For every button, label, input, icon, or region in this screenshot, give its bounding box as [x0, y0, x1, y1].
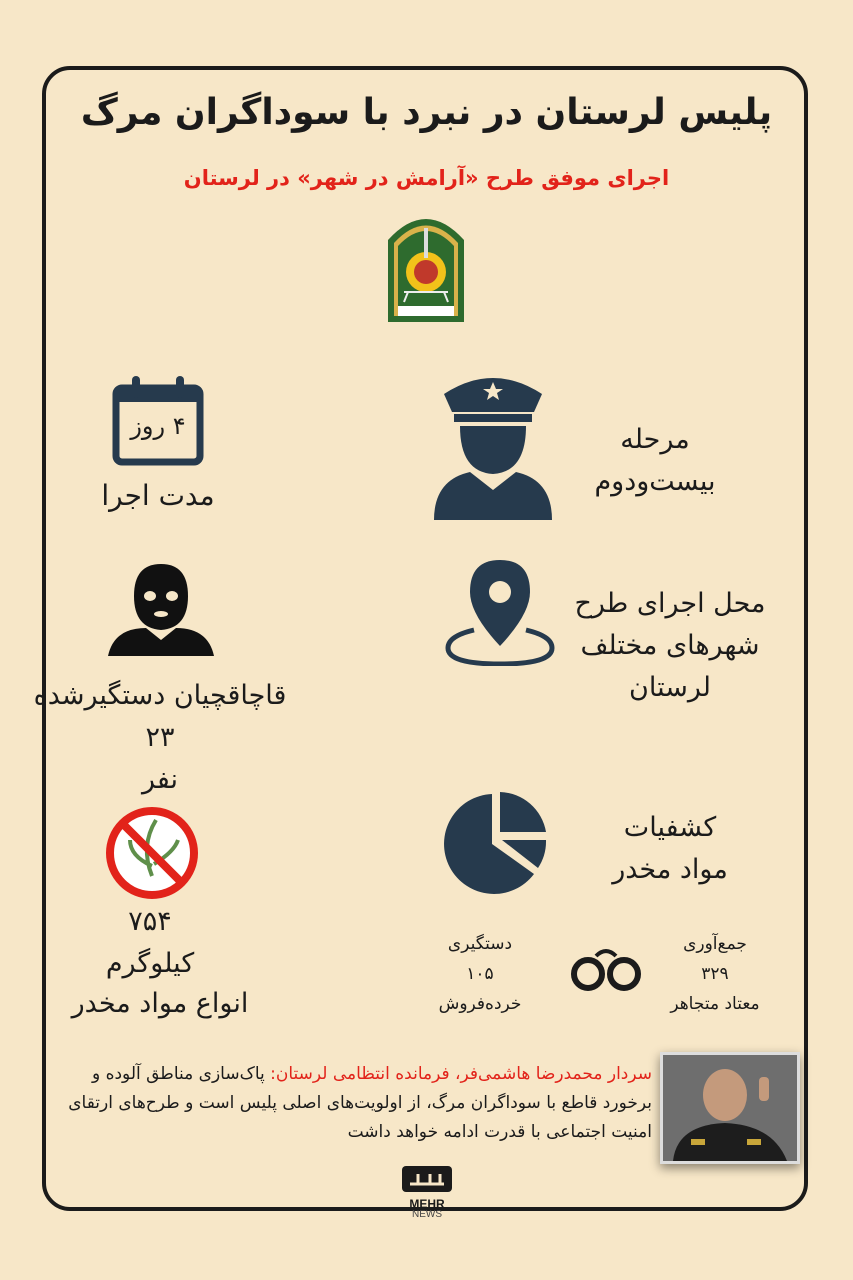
page-title: پلیس لرستان در نبرد با سوداگران مرگ	[80, 92, 773, 133]
seizures-line1: کشفیات	[623, 812, 717, 843]
duration-label: مدت اجرا	[101, 479, 215, 512]
commander-quote	[62, 1060, 652, 1147]
commander-portrait-icon	[663, 1055, 797, 1161]
police-officer-icon	[430, 368, 556, 520]
location-pin-icon	[444, 558, 556, 666]
handcuffs-icon	[570, 942, 642, 996]
commander-photo	[660, 1052, 800, 1164]
no-drugs-icon	[100, 806, 204, 900]
page-subtitle: اجرای موفق طرح «آرامش در شهر» در لرستان	[183, 166, 670, 190]
seizures-line2: مواد مخدر	[612, 854, 728, 885]
collected-desc: معتاد متجاهر	[670, 994, 760, 1014]
mehr-news-logo	[396, 1164, 458, 1220]
drugs-label: انواع مواد مخدر	[71, 988, 249, 1019]
arrested-label: قاچاقچیان دستگیرشده	[33, 680, 287, 711]
drugs-unit: کیلوگرم	[105, 948, 195, 979]
dealers-label: دستگیری	[447, 934, 513, 954]
brand-name: MEHR	[409, 1197, 445, 1211]
arrested-unit: نفر	[141, 764, 179, 795]
mehr-logo-mark-icon	[396, 1164, 458, 1194]
dealers-desc: خرده‌فروش	[438, 994, 522, 1014]
phase-line1: مرحله	[620, 424, 690, 455]
location-line1: محل اجرای طرح	[574, 588, 766, 619]
brand-sub: NEWS	[412, 1209, 442, 1220]
quote-speaker: سردار محمدرضا هاشمی‌فر، فرمانده انتظامی لرستان:	[270, 1064, 652, 1084]
pie-chart-icon	[440, 790, 550, 896]
drugs-value: ۷۵۴	[128, 906, 172, 937]
calendar-value: ۴ روز	[130, 412, 186, 440]
arrested-value: ۲۳	[145, 722, 175, 753]
phase-line2: بیست‌ودوم	[594, 466, 716, 497]
collected-value: ۳۲۹	[701, 964, 729, 984]
location-line2: شهرهای مختلف	[580, 630, 760, 661]
location-line3: لرستان	[629, 672, 711, 703]
masked-person-icon	[108, 562, 214, 656]
quote-text: پاک‌سازی مناطق آلوده و برخورد قاطع با سوداگران مرگ، از اولویت‌های اصلی پلیس است و طرح‌های ارتقای امنیت اجتماعی با قدرت ادامه خواهد داشت	[68, 1064, 652, 1142]
collected-label: جمع‌آوری	[683, 934, 747, 954]
dealers-value: ۱۰۵	[466, 964, 494, 984]
police-emblem-icon	[386, 210, 466, 322]
